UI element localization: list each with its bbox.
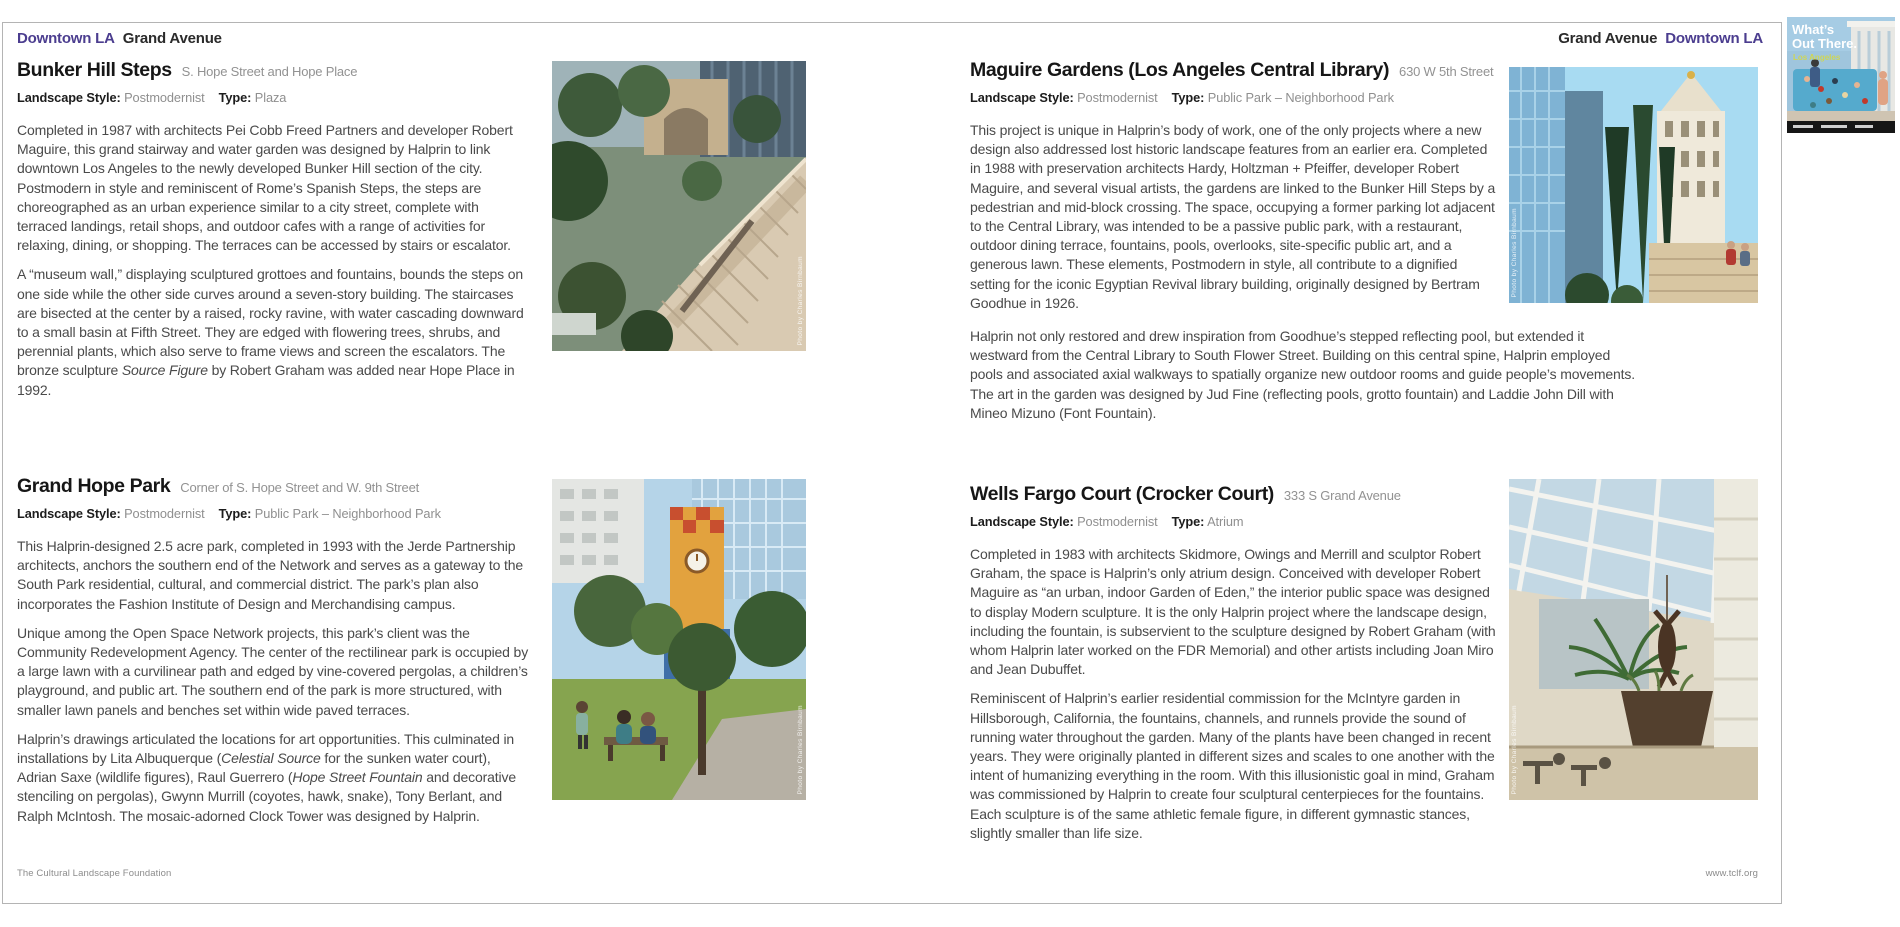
photo-credit: Photo by Charles Birnbaum — [797, 704, 804, 794]
running-head-location: Downtown LA — [1665, 30, 1763, 47]
type-label: Type: — [218, 506, 252, 521]
style-value: Postmodernist — [1077, 514, 1158, 529]
article-title: Wells Fargo Court (Crocker Court) — [970, 483, 1274, 505]
footer-website: www.tclf.org — [1705, 868, 1758, 879]
article-paragraph: Halprin not only restored and drew inspiration from Goodhue’s stepped reflecting pool, but extended it westward from the Central Library to South Flower Street. Building on this central spine, Halprin employed pools and associated axial walkways to spatially organize new outdoor rooms and guide people’s movements. The art in the garden was designed by Jud Fine (reflecting pools, grotto fountain) and Laddie John Dill with Mineo Mizuno (Font Fountain). — [970, 328, 1635, 421]
article-meta — [17, 90, 531, 106]
whats-out-there-cover-thumbnail — [1787, 17, 1895, 133]
grand-hope-park-illustration — [552, 479, 806, 800]
cover-title-line1: What’s — [1792, 22, 1835, 37]
type-value: Plaza — [254, 90, 287, 105]
standing-person — [1878, 71, 1888, 105]
article-meta — [970, 90, 1497, 106]
type-label: Type: — [218, 90, 252, 105]
type-value: Atrium — [1207, 514, 1244, 529]
bunker-hill-steps-illustration — [552, 61, 806, 351]
photo-credit: Photo by Charles Birnbaum — [797, 255, 804, 345]
article-paragraph: A “museum wall,” displaying sculptured grottoes and fountains, bounds the steps on one side while the other side curves around a seven-story building. The staircases are bisected at the center by a raised, rocky ravine, with water cascading downward to a small basin at Fifth Street. They are edged with flowering trees, shrubs, and perennial plants, which also serve to frame views and screen the escalators. The bronze sculpture Source Figure by Robert Graham was added near Hope Place in 1992. — [17, 266, 524, 398]
article-title: Bunker Hill Steps — [17, 59, 172, 81]
type-label: Type: — [1171, 90, 1205, 105]
running-head-street: Grand Avenue — [1558, 30, 1658, 47]
article-meta — [970, 514, 1497, 530]
article-paragraph: Reminiscent of Halprin’s earlier residential commission for the McIntyre garden in Hillsborough, California, the fountains, channels, and runnels provide the sound of running water throughout the garden. Many of the plants have been changed in recent years. They were originally planted in different sizes and scales to one another with the intent of humanizing everything in the room. With this illusionistic goal in mind, Graham was commissioned by Halprin to create four sculptural centerpieces for the fountains. Each sculpture is of the same athletic female figure, in different gymnastic stances, slightly smaller than life size. — [970, 690, 1495, 841]
article-address: Corner of S. Hope Street and W. 9th Street — [180, 480, 420, 495]
article-paragraph: This project is unique in Halprin’s body of work, one of the only projects where a new design also addressed lost historic landscape features from an earlier era. Completed in 1988 with preservation architects Hardy, Holtzman + Pfeiffer, developer Robert Maguire, and several visual artists, the gardens are linked to the Bunker Hill Steps by a pedestrian and mid-block crossing. The space, occupying a former parking lot adjacent to the Central Library, was intended to be a passive public park, with a restaurant, outdoor dining terrace, fountains, pools, overlooks, site-specific public art, and a generous lawn. These elements, Postmodern in style, all contribute to a dignified setting for the iconic Egyptian Revival library building, originally designed by Bertram Goodhue in 1926. — [970, 122, 1496, 311]
article-title-row — [17, 58, 531, 84]
bunker-hill-steps-photo — [552, 61, 806, 351]
article-wells-fargo-court — [970, 482, 1497, 853]
article-title-row — [970, 482, 1497, 508]
article-title: Grand Hope Park — [17, 475, 171, 497]
cover-subtitle: Los Angeles — [1793, 53, 1841, 62]
article-title-row — [17, 474, 533, 500]
article-grand-hope-park — [17, 474, 533, 836]
article-paragraph: This Halprin-designed 2.5 acre park, completed in 1993 with the Jerde Partnership architects, anchors the southern end of the Network and serves as a gateway to the South Park residential, cultural, and commercial district. The park’s plan also incorporates the Fashion Institute of Design and Merchandising campus. — [17, 538, 523, 612]
running-head-street: Grand Avenue — [122, 30, 222, 47]
article-meta — [17, 506, 533, 522]
running-head-location: Downtown LA — [17, 30, 115, 47]
style-value: Postmodernist — [124, 90, 205, 105]
footer-organization: The Cultural Landscape Foundation — [17, 868, 172, 879]
grand-hope-park-photo — [552, 479, 806, 800]
article-title: Maguire Gardens (Los Angeles Central Library) — [970, 59, 1390, 81]
maguire-gardens-illustration — [1509, 67, 1758, 303]
wells-fargo-court-photo — [1509, 479, 1758, 800]
article-address: 333 S Grand Avenue — [1283, 488, 1401, 503]
article-paragraph: Completed in 1983 with architects Skidmore, Owings and Merrill and sculptor Robert Graham, the space is Halprin’s only atrium design. Conceived with developer Robert Maguire as “an urban, indoor Garden of Eden,” the interior public space was designed to display Modern sculpture. It is the only Halprin project where the landscape design, including the fountain, is subservient to the sculpture designed by Robert Graham (with whom Halprin later worked on the FDR Memorial) and other artists including Joan Miro and Jean Dubuffet. — [970, 546, 1496, 678]
type-label: Type: — [1171, 514, 1205, 529]
style-value: Postmodernist — [124, 506, 205, 521]
photo-credit: Photo by Charles Birnbaum — [1511, 704, 1518, 794]
style-value: Postmodernist — [1077, 90, 1158, 105]
running-head-left — [17, 30, 222, 47]
photo-credit: Photo by Charles Birnbaum — [1511, 207, 1518, 297]
article-address: 630 W 5th Street — [1399, 64, 1494, 79]
running-head-right — [1558, 30, 1763, 47]
article-address: S. Hope Street and Hope Place — [181, 64, 358, 79]
style-label: Landscape Style: — [970, 514, 1074, 529]
maguire-gardens-photo — [1509, 67, 1758, 303]
type-value: Public Park – Neighborhood Park — [1207, 90, 1394, 105]
cover-title-line2: Out There. — [1792, 36, 1858, 51]
article-paragraph: Unique among the Open Space Network projects, this park’s client was the Community Redevelopment Agency. The center of the rectilinear park is occupied by a large lawn with a curvilinear path and edged by vine-covered pergolas, a children’s playground, and public art. The southern end of the park is more structured, with smaller lawn panels and benches set within wide paved terraces. — [17, 624, 529, 718]
style-label: Landscape Style: — [17, 90, 121, 105]
wells-fargo-court-illustration — [1509, 479, 1758, 800]
cover-illustration — [1787, 17, 1895, 133]
article-bunker-hill-steps — [17, 58, 531, 410]
article-paragraph: Halprin’s drawings articulated the locations for art opportunities. This culminated in installations by Lita Albuquerque (Celestial Source for the sunken water court), Adrian Saxe (wildlife figures), Raul Guerrero (Hope Street Fountain and decorative stenciling on pergolas), Gwynn Murrill (coyotes, hawk, snake), Tony Berlant, and Ralph McIntosh. The mosaic-adorned Clock Tower was designed by Halprin. — [17, 730, 516, 824]
style-label: Landscape Style: — [17, 506, 121, 521]
style-label: Landscape Style: — [970, 90, 1074, 105]
article-title-row — [970, 58, 1497, 84]
type-value: Public Park – Neighborhood Park — [254, 506, 441, 521]
poolside-person — [1810, 59, 1820, 87]
article-paragraph: Completed in 1987 with architects Pei Cobb Freed Partners and developer Robert Maguire, this grand stairway and water garden was designed by Halprin to link downtown Los Angeles to the newly developed Bunker Hill section of the city. Postmodern in style and reminiscent of Rome’s Spanish Steps, the steps are choreographed as an urban experience similar to a city street, complete with terraced landings, retail shops, and outdoor cafes with a range of activities for relaxing, dining, or shopping. The terraces can be accessed by stairs or escalator. — [17, 122, 513, 254]
